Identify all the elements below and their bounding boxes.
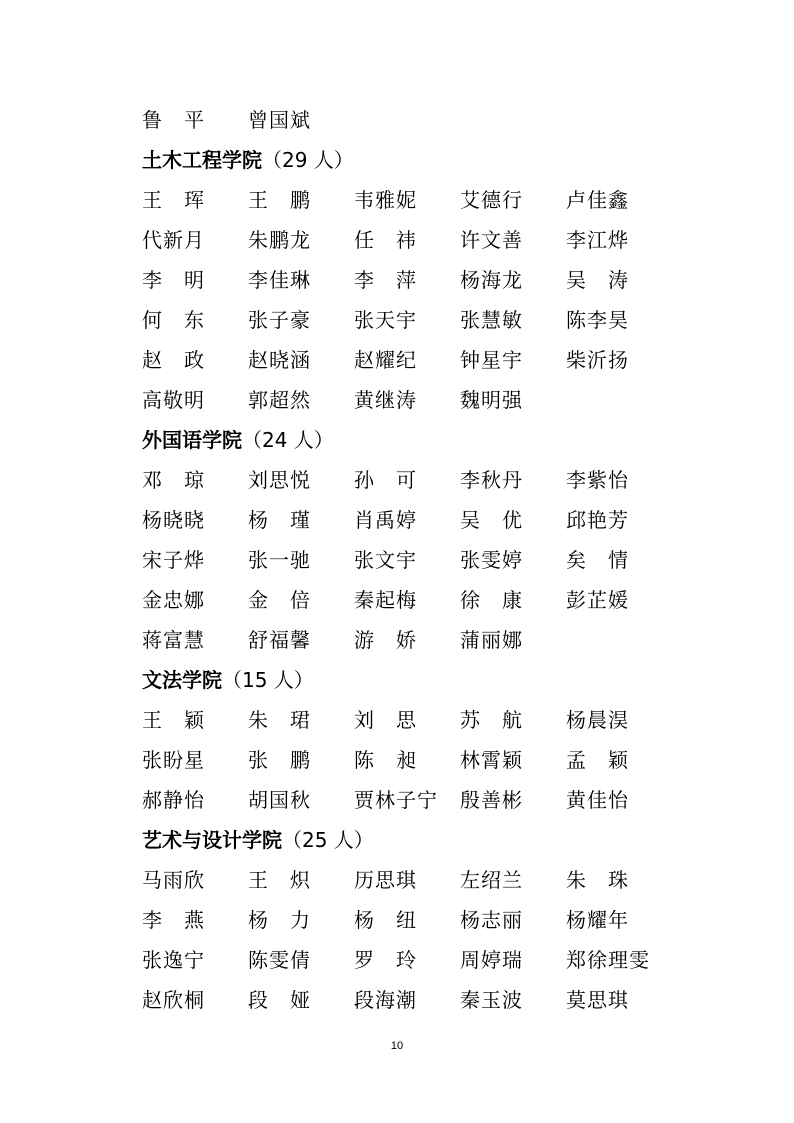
person-name: 殷善彬 bbox=[460, 788, 523, 812]
section-count: （15 人） bbox=[222, 668, 314, 692]
person-name: 陈雯倩 bbox=[248, 948, 311, 972]
name-row bbox=[142, 540, 742, 580]
person-name: 黄继涛 bbox=[354, 388, 417, 412]
person-name: 邓 琼 bbox=[142, 468, 205, 492]
person-name: 张文宇 bbox=[354, 548, 417, 572]
person-name: 莫思琪 bbox=[566, 988, 629, 1012]
person-name: 高敬明 bbox=[142, 388, 205, 412]
person-name: 鲁 平 bbox=[142, 108, 205, 132]
person-name: 杨晨淏 bbox=[566, 708, 629, 732]
person-name: 彭芷媛 bbox=[566, 588, 629, 612]
person-name: 代新月 bbox=[142, 228, 205, 252]
person-name: 王 颖 bbox=[142, 708, 205, 732]
person-name: 左绍兰 bbox=[460, 868, 523, 892]
person-name: 贾林子宁 bbox=[354, 788, 438, 812]
page-number: 10 bbox=[390, 1040, 404, 1052]
section-title: 土木工程学院 bbox=[142, 148, 262, 172]
person-name: 曾国斌 bbox=[248, 108, 311, 132]
person-name: 胡国秋 bbox=[248, 788, 311, 812]
section-title: 文法学院 bbox=[142, 668, 222, 692]
person-name: 王 鹏 bbox=[248, 188, 311, 212]
person-name: 李秋丹 bbox=[460, 468, 523, 492]
name-row bbox=[142, 220, 742, 260]
person-name: 朱 珠 bbox=[566, 868, 629, 892]
name-row bbox=[142, 780, 742, 820]
person-name: 历思琪 bbox=[354, 868, 417, 892]
person-name: 赵耀纪 bbox=[354, 348, 417, 372]
person-name: 金 倍 bbox=[248, 588, 311, 612]
person-name: 林霄颖 bbox=[460, 748, 523, 772]
name-row bbox=[142, 900, 742, 940]
person-name: 邱艳芳 bbox=[566, 508, 629, 532]
person-name: 郝静怡 bbox=[142, 788, 205, 812]
name-row bbox=[142, 500, 742, 540]
continuation-row bbox=[142, 100, 742, 140]
person-name: 罗 玲 bbox=[354, 948, 417, 972]
person-name: 郭超然 bbox=[248, 388, 311, 412]
person-name: 秦玉波 bbox=[460, 988, 523, 1012]
person-name: 李紫怡 bbox=[566, 468, 629, 492]
person-name: 郑徐理雯 bbox=[566, 948, 650, 972]
name-list bbox=[142, 100, 742, 1020]
person-name: 周婷瑞 bbox=[460, 948, 523, 972]
section-count: （29 人） bbox=[262, 148, 354, 172]
person-name: 杨 瑾 bbox=[248, 508, 311, 532]
person-name: 杨海龙 bbox=[460, 268, 523, 292]
person-name: 蒲丽娜 bbox=[460, 628, 523, 652]
person-name: 黄佳怡 bbox=[566, 788, 629, 812]
person-name: 张天宇 bbox=[354, 308, 417, 332]
person-name: 段海潮 bbox=[354, 988, 417, 1012]
person-name: 舒福馨 bbox=[248, 628, 311, 652]
name-row bbox=[142, 340, 742, 380]
person-name: 张雯婷 bbox=[460, 548, 523, 572]
person-name: 赵晓涵 bbox=[248, 348, 311, 372]
person-name: 刘思悦 bbox=[248, 468, 311, 492]
person-name: 李 萍 bbox=[354, 268, 417, 292]
name-row bbox=[142, 740, 742, 780]
name-row bbox=[142, 180, 742, 220]
name-row bbox=[142, 940, 742, 980]
person-name: 赵 政 bbox=[142, 348, 205, 372]
person-name: 张慧敏 bbox=[460, 308, 523, 332]
person-name: 柴沂扬 bbox=[566, 348, 629, 372]
person-name: 金忠娜 bbox=[142, 588, 205, 612]
person-name: 李 明 bbox=[142, 268, 205, 292]
person-name: 秦起梅 bbox=[354, 588, 417, 612]
name-row bbox=[142, 700, 742, 740]
person-name: 杨 纽 bbox=[354, 908, 417, 932]
section-title: 外国语学院 bbox=[142, 428, 242, 452]
person-name: 张子豪 bbox=[248, 308, 311, 332]
person-name: 蒋富慧 bbox=[142, 628, 205, 652]
name-row bbox=[142, 620, 742, 660]
person-name: 李 燕 bbox=[142, 908, 205, 932]
person-name: 何 东 bbox=[142, 308, 205, 332]
person-name: 杨耀年 bbox=[566, 908, 629, 932]
person-name: 孙 可 bbox=[354, 468, 417, 492]
name-row bbox=[142, 980, 742, 1020]
person-name: 卢佳鑫 bbox=[566, 188, 629, 212]
person-name: 钟星宇 bbox=[460, 348, 523, 372]
person-name: 孟 颖 bbox=[566, 748, 629, 772]
person-name: 张盼星 bbox=[142, 748, 205, 772]
person-name: 陈李昊 bbox=[566, 308, 629, 332]
person-name: 张逸宁 bbox=[142, 948, 205, 972]
person-name: 李江烨 bbox=[566, 228, 629, 252]
person-name: 艾德行 bbox=[460, 188, 523, 212]
person-name: 游 娇 bbox=[354, 628, 417, 652]
person-name: 朱 珺 bbox=[248, 708, 311, 732]
person-name: 吴 优 bbox=[460, 508, 523, 532]
section-heading-art-design bbox=[142, 820, 742, 860]
name-row bbox=[142, 460, 742, 500]
section-heading-foreign-languages bbox=[142, 420, 742, 460]
name-row bbox=[142, 380, 742, 420]
person-name: 陈 昶 bbox=[354, 748, 417, 772]
person-name: 赵欣桐 bbox=[142, 988, 205, 1012]
person-name: 宋子烨 bbox=[142, 548, 205, 572]
section-heading-civil-engineering bbox=[142, 140, 742, 180]
person-name: 苏 航 bbox=[460, 708, 523, 732]
person-name: 朱鹏龙 bbox=[248, 228, 311, 252]
person-name: 许文善 bbox=[460, 228, 523, 252]
section-count: （25 人） bbox=[282, 828, 374, 852]
person-name: 杨晓晓 bbox=[142, 508, 205, 532]
person-name: 马雨欣 bbox=[142, 868, 205, 892]
person-name: 肖禹婷 bbox=[354, 508, 417, 532]
person-name: 段 娅 bbox=[248, 988, 311, 1012]
section-heading-law bbox=[142, 660, 742, 700]
person-name: 吴 涛 bbox=[566, 268, 629, 292]
name-row bbox=[142, 300, 742, 340]
name-row bbox=[142, 580, 742, 620]
person-name: 刘 思 bbox=[354, 708, 417, 732]
person-name: 张 鹏 bbox=[248, 748, 311, 772]
person-name: 矣 情 bbox=[566, 548, 629, 572]
person-name: 徐 康 bbox=[460, 588, 523, 612]
name-row bbox=[142, 860, 742, 900]
person-name: 王 炽 bbox=[248, 868, 311, 892]
person-name: 魏明强 bbox=[460, 388, 523, 412]
person-name: 李佳琳 bbox=[248, 268, 311, 292]
person-name: 韦雅妮 bbox=[354, 188, 417, 212]
person-name: 王 珲 bbox=[142, 188, 205, 212]
person-name: 任 祎 bbox=[354, 228, 417, 252]
person-name: 杨志丽 bbox=[460, 908, 523, 932]
person-name: 张一驰 bbox=[248, 548, 311, 572]
section-count: （24 人） bbox=[242, 428, 334, 452]
name-row bbox=[142, 260, 742, 300]
section-title: 艺术与设计学院 bbox=[142, 828, 282, 852]
person-name: 杨 力 bbox=[248, 908, 311, 932]
